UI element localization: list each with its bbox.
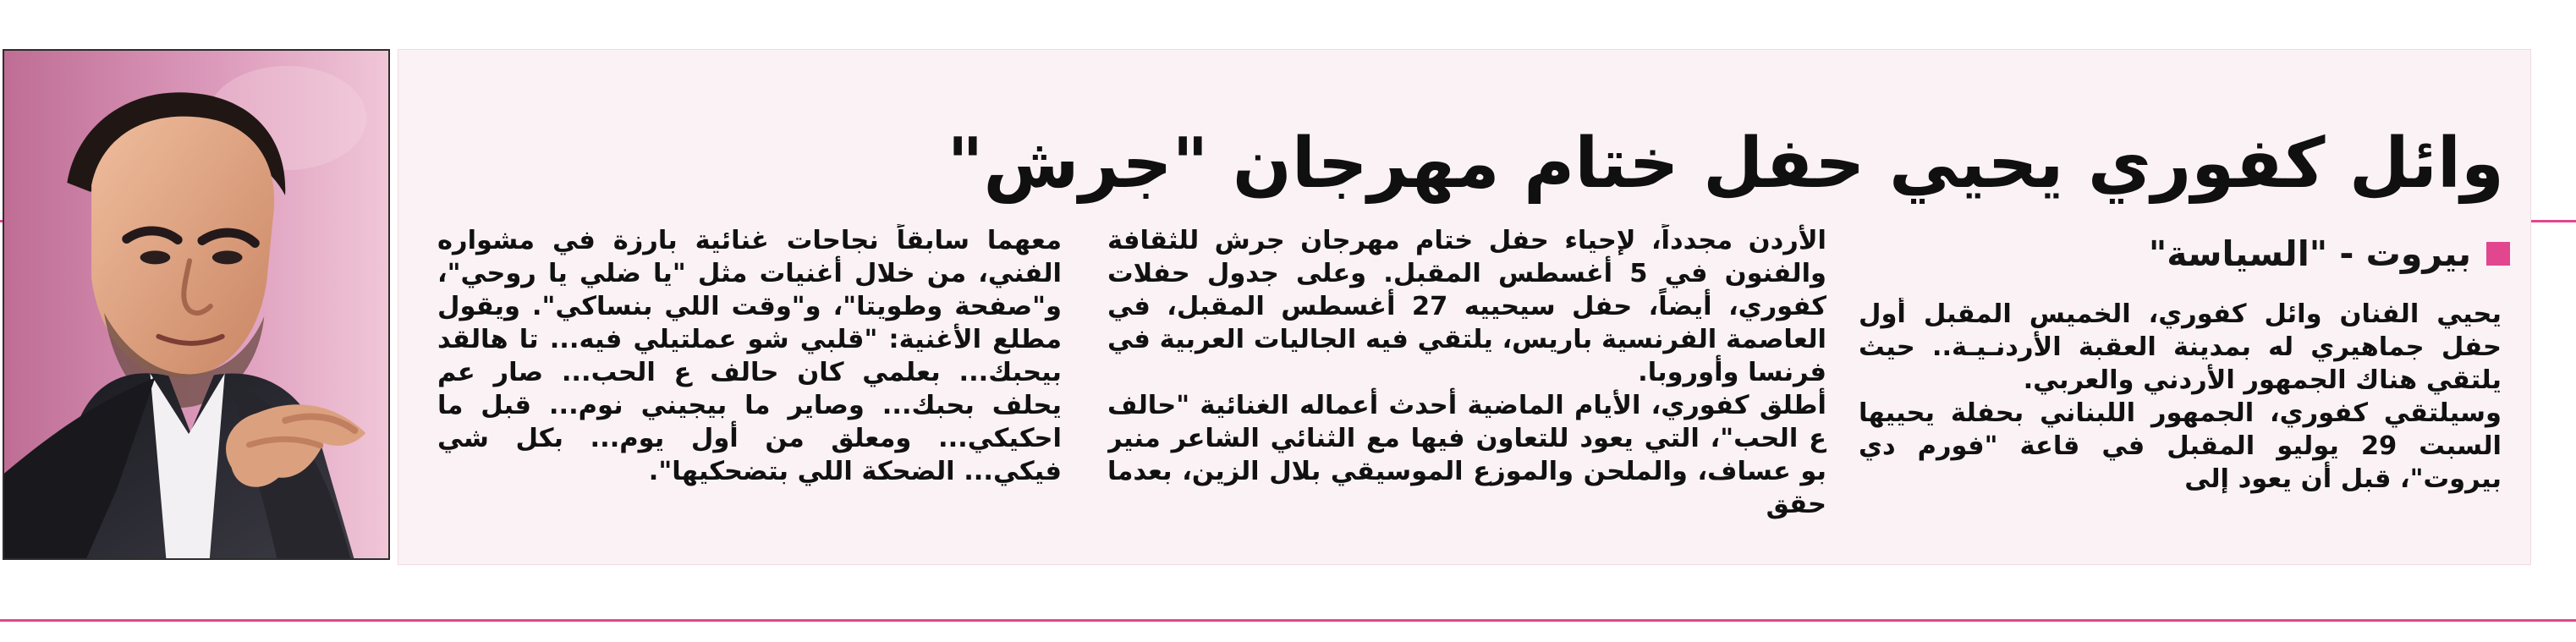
column-paragraph: وسيلتقي كفوري، الجمهور اللبناني بحفلة يحييها السبت 29 يوليو المقبل في قاعة "فورم دي بيروت"، قبل أن يعود إلى xyxy=(1859,398,2502,495)
column-paragraph: أطلق كفوري، الأيام الماضية أحدث أعماله الغنائية "حالف ع الحب"، التي يعود للتعاون فيها مع الثنائي الشاعر منير بو عساف، والملحن والموزع الموسيقي بلال الزين، بعدما حقق xyxy=(1107,391,1826,520)
top-right-accent-line xyxy=(2531,220,2576,222)
bottom-divider-line xyxy=(0,619,2576,622)
byline-square-icon xyxy=(2486,242,2510,266)
article-column-left xyxy=(437,224,1062,502)
byline: بيروت - "السياسة" xyxy=(2148,233,2471,274)
portrait-photo xyxy=(3,49,390,560)
column-paragraph: الأردن مجدداً، لإحياء حفل ختام مهرجان جرش للثقافة والفنون في 5 أغسطس المقبل. وعلى جدول حفلات كفوري، أيضاً، حفل سيحييه 27 أغسطس المقبل، في العاصمة الفرنسية باريس، يلتقي فيه الجاليات العربية في فرنسا وأوروبا. xyxy=(1107,226,1826,388)
article-column-right xyxy=(1859,298,2502,530)
portrait-photo-icon xyxy=(4,51,388,558)
article-headline: وائل كفوري يحيي حفل ختام مهرجان "جرش" xyxy=(947,123,2504,204)
article-column-middle xyxy=(1107,224,1826,551)
column-paragraph: يحيي الفنان وائل كفوري، الخميس المقبل أول حفل جماهيري له بمدينة العقبة الأردنـيـة.. حيث يلتقي هناك الجمهور الأردني والعربي. xyxy=(1859,299,2502,396)
column-paragraph: معهما سابقاً نجاحات غنائية بارزة في مشواره الفني، من خلال أغنيات مثل "يا ضلي يا روحي"، و"صفحة وطويتا"، و"وقت اللي بنساكي". ويقول مطلع الأغنية: "قلبي شو عملتيلي فيه... تا هالقد بيحبك... بعلمي كان حالف ع الحب... صار عم يحلف بحبك... وصاير ما بيجيني نوم... قبل ما احكيكي... ومعلق من أول يوم... بكل شي فيكي... الضحكة اللي بتضحكيها". xyxy=(437,226,1062,487)
byline-block xyxy=(2112,230,2510,277)
